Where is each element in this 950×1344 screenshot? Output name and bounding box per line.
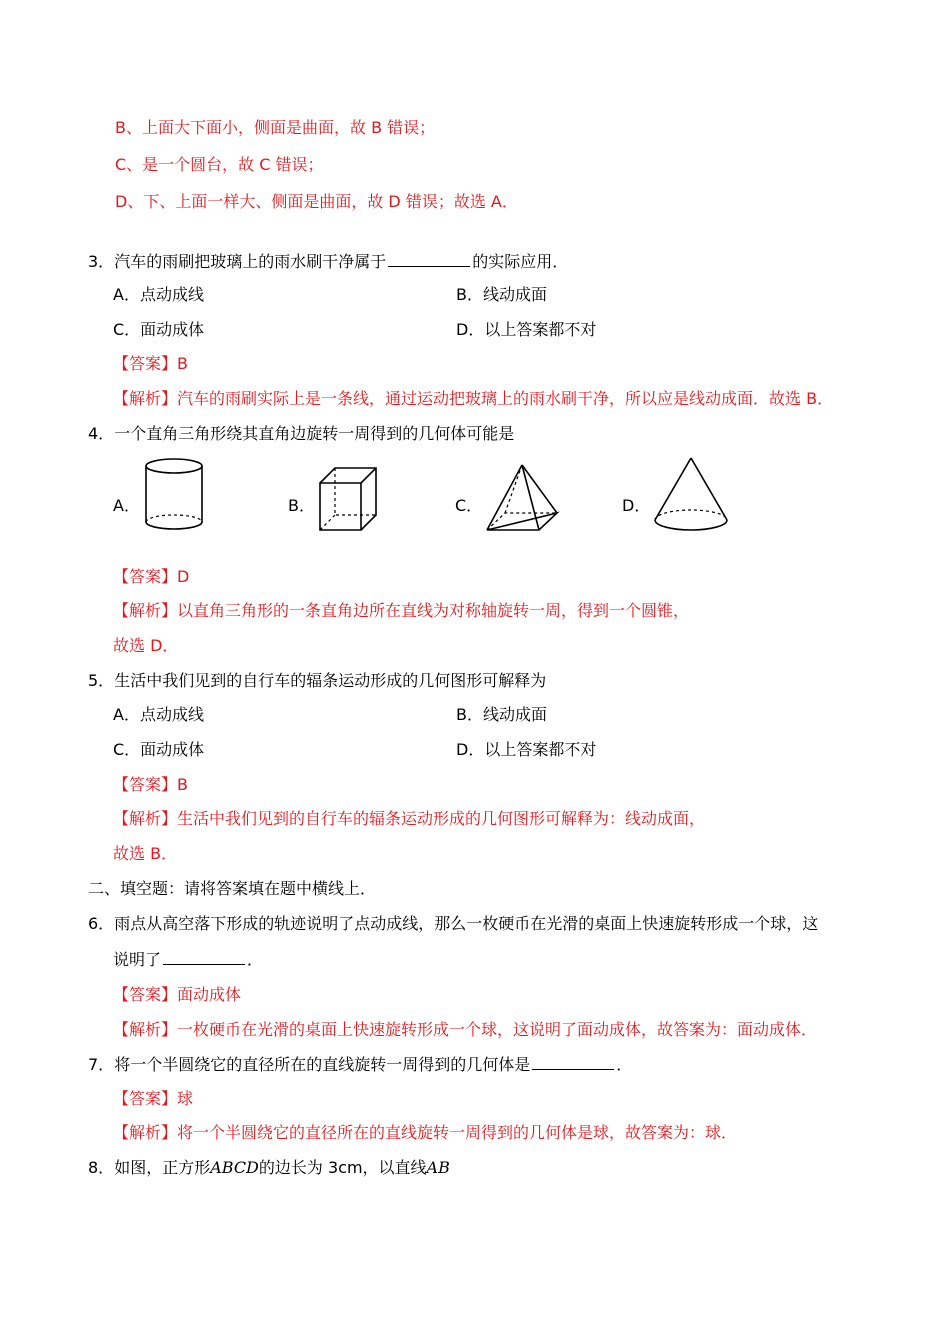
q4-analysis-conclusion: 故选 D． [113,636,179,655]
question-number: 3． [88,252,115,271]
q5-analysis: 【解析】生活中我们见到的自行车的辐条运动形成的几何图形可解释为：线动成面， [113,809,706,828]
question-number: 8． [88,1158,115,1177]
question-7-stem [88,1054,632,1076]
q4-option-c-label: C． [455,496,483,515]
math-variable: ABCD [210,1158,259,1177]
question-number: 5． [88,671,115,690]
cube-icon [317,465,379,533]
stem-text: 一个直角三角形绕其直角边旋转一周得到的几何体可能是 [114,424,515,443]
question-3-stem [88,251,568,273]
q5-analysis-conclusion: 故选 B． [113,844,178,863]
answer-blank [532,1055,614,1070]
stem-text: 的实际应用． [472,252,569,271]
q7-analysis: 【解析】将一个半圆绕它的直径所在的直线旋转一周得到的几何体是球，故答案为：球． [113,1123,738,1142]
q4-option-d-label: D． [622,496,651,515]
q5-option-a: A．点动成线 [113,705,204,724]
stem-text: ． [616,1055,633,1074]
stem-text: 汽车的雨刷把玻璃上的雨水刷干净属于 [114,252,387,271]
math-variable: AB [426,1158,450,1177]
q5-option-b: B．线动成面 [456,705,547,724]
question-8-stem [88,1157,450,1179]
q5-option-d: D．以上答案都不对 [456,740,597,759]
q3-option-d: D．以上答案都不对 [456,320,597,339]
question-4-stem [88,423,514,445]
answer-blank [163,950,245,965]
stem-text: 将一个半圆绕它的直径所在的直线旋转一周得到的几何体是 [114,1055,531,1074]
q4-option-a-label: A． [113,496,140,515]
stem-text: ． [247,950,264,969]
q4-analysis: 【解析】以直角三角形的一条直角边所在直线为对称轴旋转一周，得到一个圆锥， [113,601,690,620]
cylinder-icon [143,457,205,533]
cone-icon [651,455,731,535]
stem-text: 如图，正方形 [114,1158,211,1177]
stem-text: 生活中我们见到的自行车的辐条运动形成的几何图形可解释为 [114,671,547,690]
answer-blank [388,252,470,267]
q3-option-c: C．面动成体 [113,320,205,339]
q4-option-b-label: B． [288,496,315,515]
question-number: 7． [88,1055,115,1074]
q5-option-c: C．面动成体 [113,740,205,759]
q3-answer: 【答案】B [113,354,188,373]
q6-analysis: 【解析】一枚硬币在光滑的桌面上快速旋转形成一个球，这说明了面动成体，故答案为：面动成体． [113,1020,818,1039]
stem-text: 雨点从高空落下形成的轨迹说明了点动成线，那么一枚硬币在光滑的桌面上快速旋转形成一个球，这 [114,914,819,933]
stem-text: 的边长为 3cm，以直线 [258,1158,427,1177]
q5-answer: 【答案】B [113,775,188,794]
pyramid-icon [484,462,560,534]
question-5-stem [88,670,546,692]
question-6-stem-cont [113,949,263,971]
q3-option-a: A．点动成线 [113,285,204,304]
analysis-line-c: C、是一个圆台，故 C 错误； [115,155,324,174]
analysis-line-b: B、上面大下面小，侧面是曲面，故 B 错误； [115,118,436,137]
question-number: 4． [88,424,115,443]
stem-text: 说明了 [113,950,162,969]
q3-option-b: B．线动成面 [456,285,547,304]
q4-answer: 【答案】D [113,567,190,586]
section-2-heading: 二、填空题：请将答案填在题中横线上． [88,879,377,898]
q6-answer: 【答案】面动成体 [113,985,242,1004]
question-6-stem [88,913,818,935]
q7-answer: 【答案】球 [113,1089,194,1108]
analysis-line-d: D、下、上面一样大、侧面是曲面，故 D 错误；故选 A． [115,192,518,211]
q3-analysis: 【解析】汽车的雨刷实际上是一条线，通过运动把玻璃上的雨水刷干净，所以应是线动成面．故选 B． [113,389,834,408]
question-number: 6． [88,914,115,933]
